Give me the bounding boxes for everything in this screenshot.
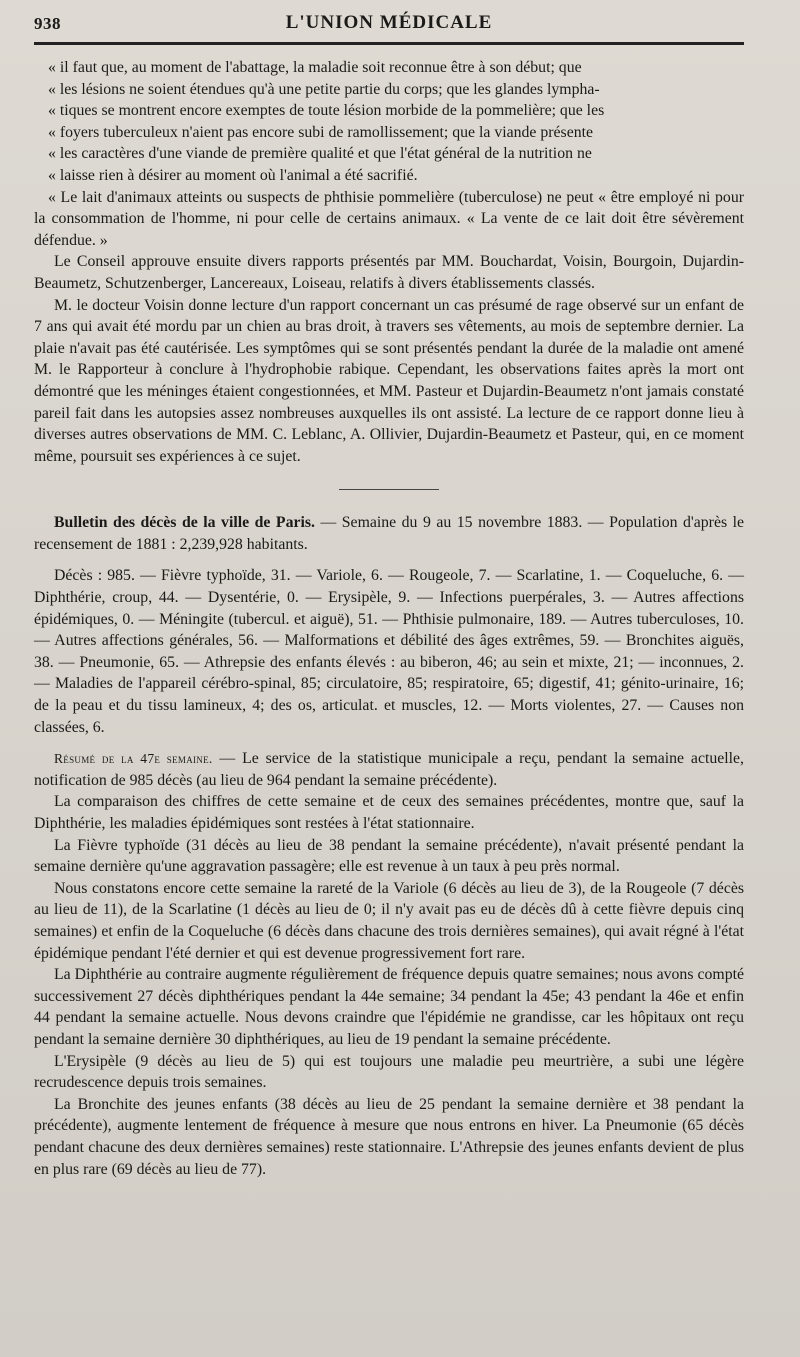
quote-line: « il faut que, au moment de l'abattage, la maladie soit reconnue être à son début; que <box>48 59 582 76</box>
article-body <box>34 57 744 1180</box>
resume-text: — Le service de la statistique municipale a reçu, pendant la semaine actuelle, notification de 985 décès (au lieu de 964 pendant la semaine précédente). <box>34 750 744 789</box>
paragraph-erysipele: L'Erysipèle (9 décès au lieu de 5) qui est toujours une maladie peu meurtrière, a subi une légère recrudescence depuis trois semaines. <box>34 1052 744 1092</box>
running-title: L'UNION MÉDICALE <box>285 12 493 33</box>
paragraph-fievre: La Fièvre typhoïde (31 décès au lieu de 38 pendant la semaine précédente), n'avait présenté pendant la semaine dernière qu'une aggravation passagère; elle est revenue à un taux à peu près normal. <box>34 836 744 876</box>
header-rule <box>34 42 744 45</box>
section-separator <box>339 489 439 490</box>
paragraph-diphtherie: La Diphthérie au contraire augmente régulièrement de fréquence depuis quatre semaines; nous avons compté successivement 27 décès diphthériques pendant la 44e semaine; 34 pendant la 45e; 43 pendant la 46e et enfin 44 pendant la semaine actuelle. Nous devons craindre que l'épidémie ne grandisse, car les hôpitaux ont reçu pendant la semaine dernière 30 diphthériques, au lieu de 19 pendant la semaine précédente. <box>34 966 744 1048</box>
page-number: 938 <box>34 14 61 33</box>
quote-line: « tiques se montrent encore exemptes de toute lésion morbide de la pommelière; que les <box>48 102 605 120</box>
quote-line: « les caractères d'une viande de première qualité et que l'état général de la nutrition ne <box>48 145 592 163</box>
paragraph-voisin: M. le docteur Voisin donne lecture d'un rapport concernant un cas présumé de rage observé sur un enfant de 7 ans qui avait été mordu par un chien au bras droit, à travers ses vêtements, au mois de septembre dernier. La plaie n'avait pas été cautérisée. Les symptômes qui se sont présentés pendant la durée de la maladie ont amené M. le Rapporteur à conclure à l'hydrophobie rabique. Cependant, les observations faites après la mort ont démontré que les méninges étaient congestionnées, et MM. Pasteur et Dujardin-Beaumetz n'ont jamais constaté pareil fait dans les autopsies assez nombreuses auxquelles ils ont assisté. La lecture de ce rapport donne lieu à diverses autres observations de MM. C. Leblanc, A. Ollivier, Dujardin-Beaumetz et Pasteur, qui, en ce moment même, poursuit ses expériences à ce sujet. <box>34 296 744 465</box>
page-header <box>34 0 744 40</box>
quote-lait: « Le lait d'animaux atteints ou suspects de phthisie pommelière (tuberculose) ne peut « être employé ni pour la consommation de l'homme, ni pour celle de certains animaux. « La vente de ce lait doit être sévèrement défendue. » <box>34 188 744 249</box>
quote-line: « les lésions ne soient étendues qu'à une petite partie du corps; que les glandes lympha- <box>48 80 600 98</box>
bulletin-title: Bulletin des décès de la ville de Paris. <box>54 514 315 532</box>
paragraph-conseil: Le Conseil approuve ensuite divers rapports présentés par MM. Bouchardat, Voisin, Bourgoin, Dujardin-Beaumetz, Schutzenberger, Lancereaux, Loiseau, relatifs à divers établissements classés. <box>34 253 744 292</box>
paragraph-bronchite: La Bronchite des jeunes enfants (38 décès au lieu de 25 pendant la semaine dernière et 38 pendant la précédente), augmente lentement de fréquence à mesure que nous entrons en hiver. La Pneumonie (65 décès pendant chacune des deux dernières semaines) reste stationnaire. L'Athrepsie des jeunes enfants devient de plus en plus rare (69 décès au lieu de 77). <box>34 1095 744 1178</box>
paragraph-variole: Nous constatons encore cette semaine la rareté de la Variole (6 décès au lieu de 3), de la Rougeole (7 décès au lieu de 11), de la Scarlatine (1 décès au lieu de 0; il n'y avait pas eu de décès dû à cette fièvre depuis cinq semaines) et enfin de la Coqueluche (6 décès dans chacune des trois dernières semaines), qui avait régné à l'état épidémique pendant l'été dernier et qui est devenue progressivement fort rare. <box>34 879 744 962</box>
quote-line: « laisse rien à désirer au moment où l'animal a été sacrifié. <box>48 166 418 184</box>
spacer <box>34 555 744 565</box>
bulletin-heading <box>34 512 744 555</box>
resume-paragraph <box>34 748 744 791</box>
spacer <box>34 738 744 748</box>
bulletin-deces: Décès : 985. — Fièvre typhoïde, 31. — Variole, 6. — Rougeole, 7. — Scarlatine, 1. — Coqueluche, 6. — Diphthérie, croup, 44. — Dysentérie, 0. — Erysipèle, 9. — Infections puerpérales, 3. — Autres affections épidémiques, 0. — Méningite (tubercul. et aiguë), 51. — Phthisie pulmonaire, 189. — Autres tuberculoses, 10. — Autres affections générales, 56. — Malformations et débilité des âges extrêmes, 59. — Bronchites aiguës, 38. — Pneumonie, 65. — Athrepsie des enfants élevés : au biberon, 46; au sein et mixte, 21; — inconnues, 2. — Maladies de l'appareil cérébro-spinal, 85; circulatoire, 85; respiratoire, 65; digestif, 41; génito-urinaire, 16; de la peau et du tissu lamineux, 4; des os, articulat. et muscles, 12. — Morts violentes, 27. — Causes non classées, 6. <box>34 567 744 736</box>
bulletin-intro: — Semaine du 9 au 15 novembre 1883. — Population d'après le recensement de 1881 : 2,239,928 habitants. <box>34 514 744 553</box>
paragraph-comparaison: La comparaison des chiffres de cette semaine et de ceux des semaines précédentes, montre que, sauf la Diphthérie, les maladies épidémiques sont restées à l'état stationnaire. <box>34 793 744 832</box>
resume-label: Résumé de la 47e semaine. <box>54 751 213 767</box>
quote-line: « foyers tuberculeux n'aient pas encore subi de ramollissement; que la viande présente <box>48 123 594 141</box>
quote-block <box>34 57 744 251</box>
